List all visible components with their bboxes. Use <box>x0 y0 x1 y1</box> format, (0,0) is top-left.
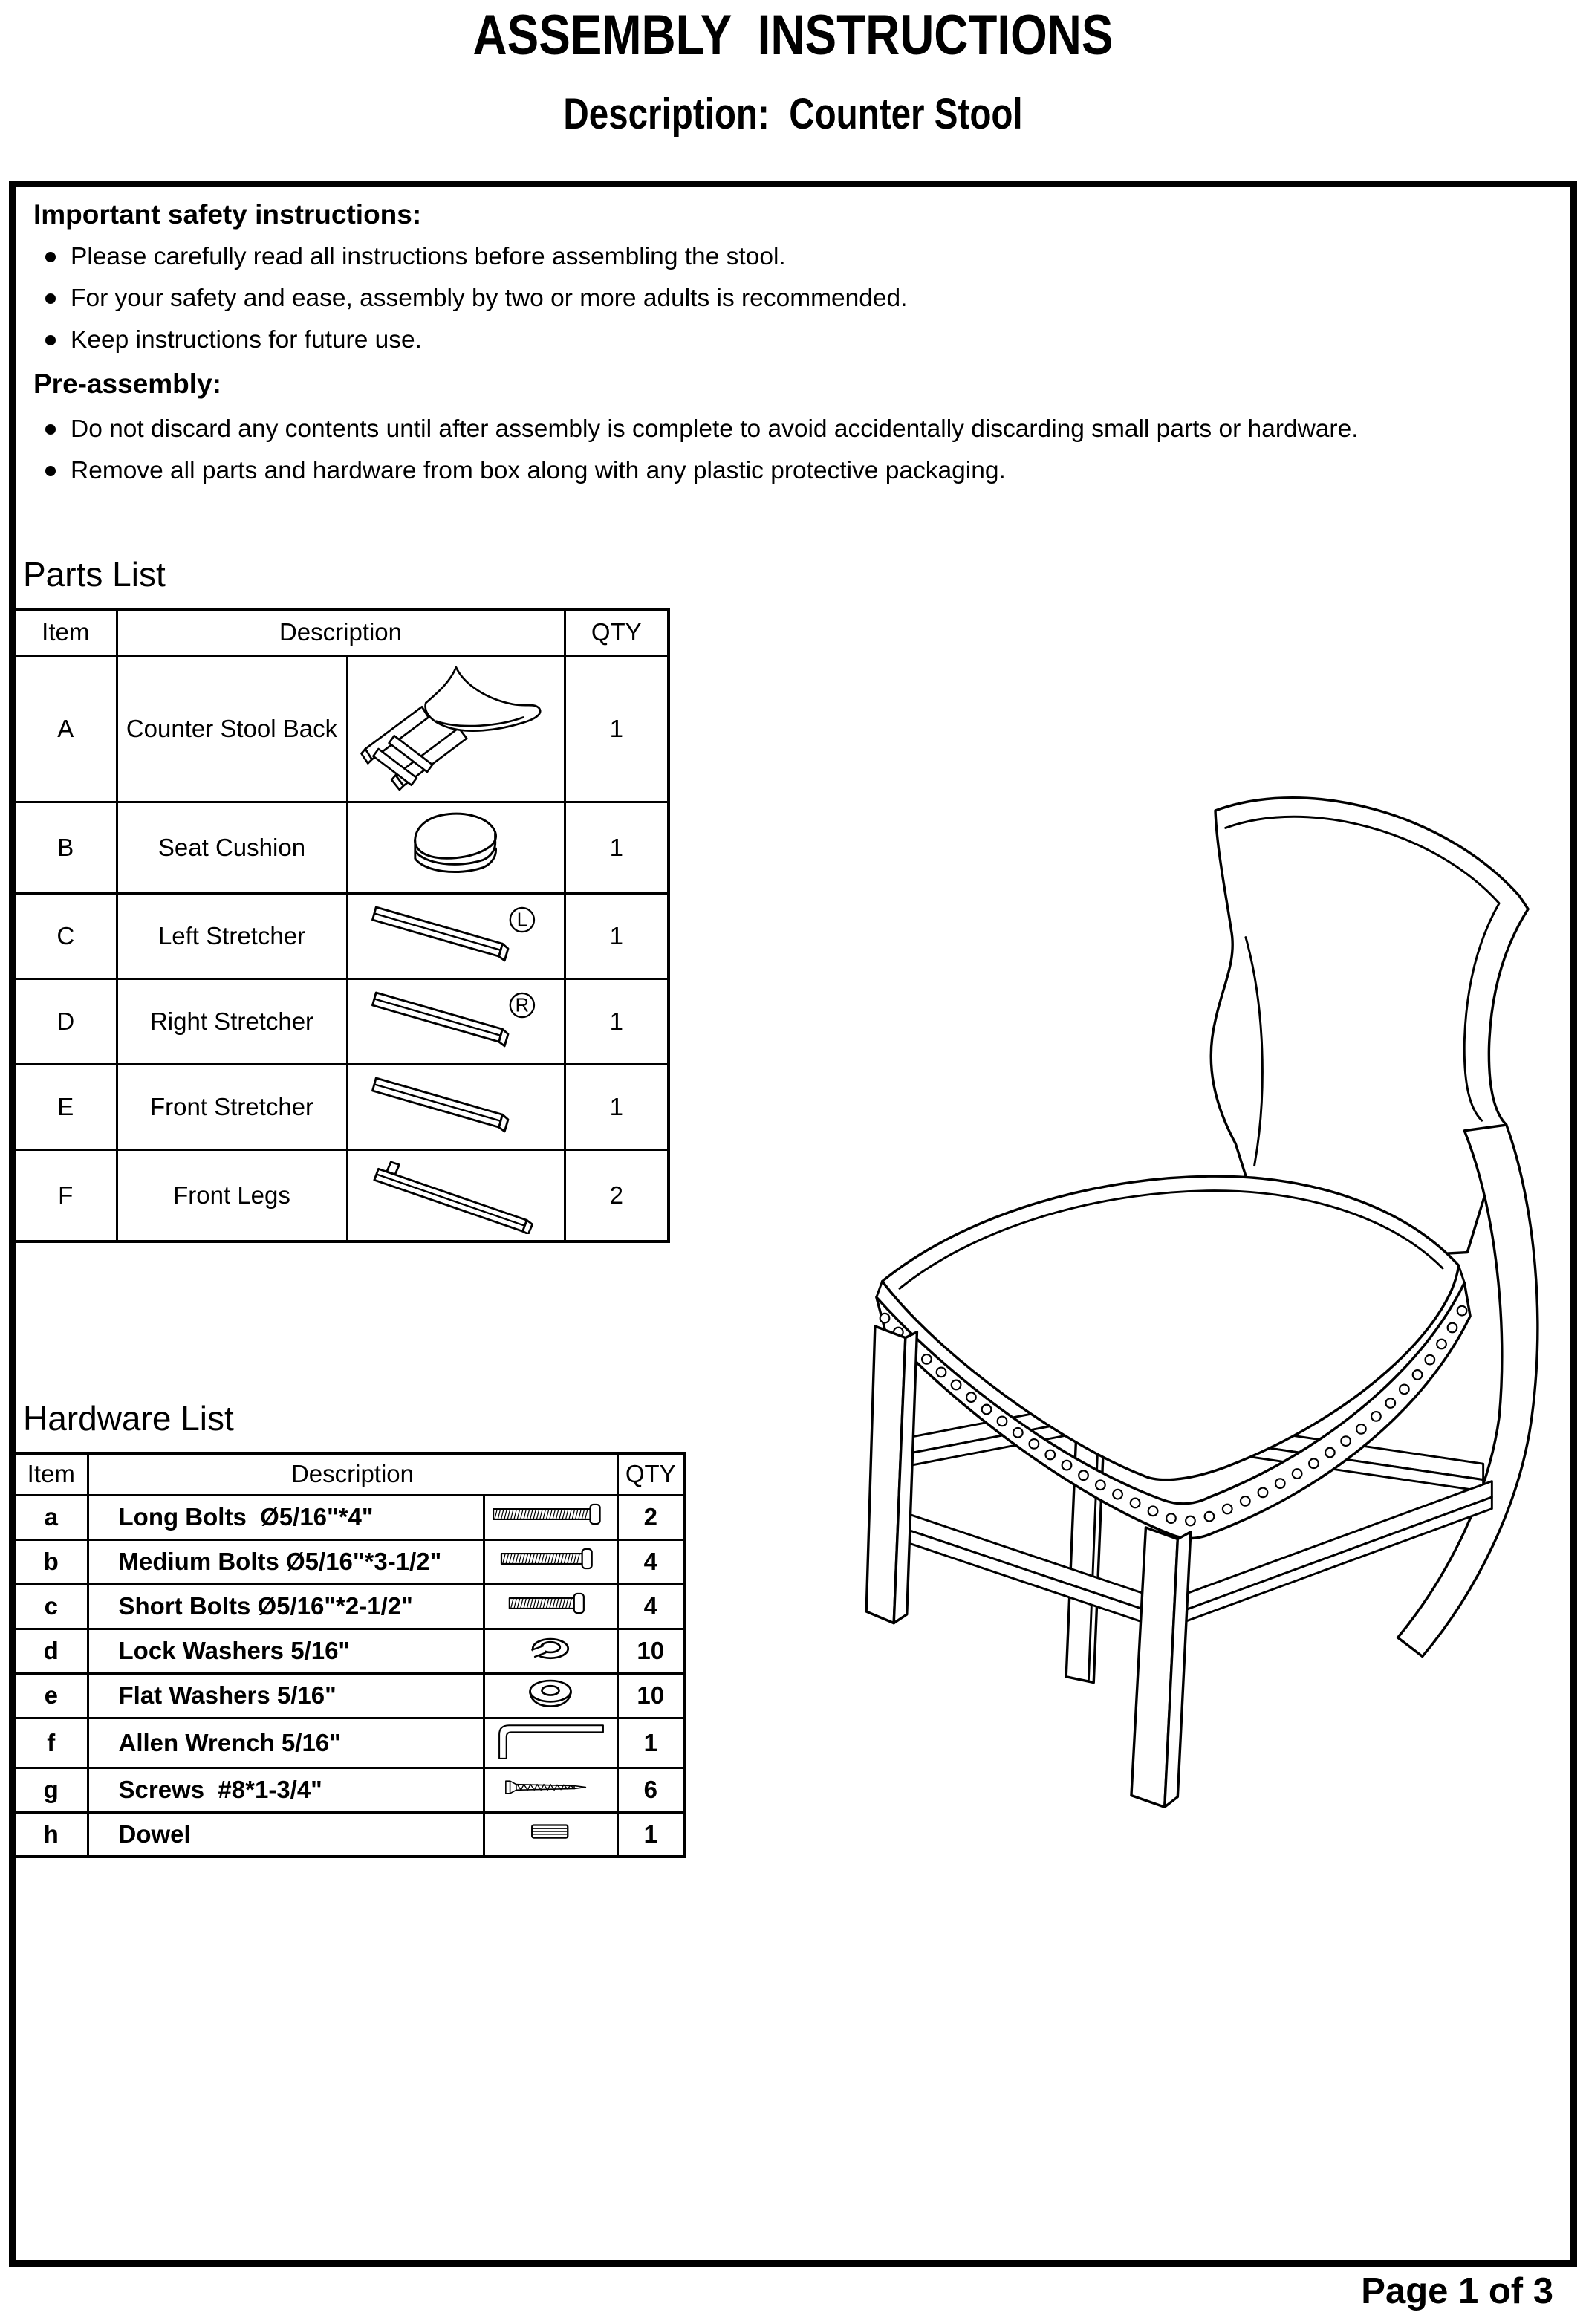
hardware-description: Screws #8*1-3/4" <box>88 1768 484 1812</box>
page-subtitle: Description: Counter Stool <box>563 90 1023 138</box>
part-qty: 1 <box>565 1064 669 1149</box>
hardware-list-title: Hardware List <box>23 1399 234 1438</box>
hardware-description: Long Bolts Ø5/16"*4" <box>88 1495 484 1539</box>
hardware-qty: 6 <box>617 1768 684 1812</box>
nailhead-trim-icon <box>998 1417 1007 1426</box>
content-border-box <box>9 181 1577 2267</box>
hardware-item-label: e <box>14 1673 88 1718</box>
bullet-dot-icon <box>45 335 56 345</box>
part-description: Left Stretcher <box>117 893 347 978</box>
nailhead-trim-icon <box>1457 1306 1467 1316</box>
part-qty: 1 <box>565 655 669 802</box>
part-item-label: E <box>14 1064 117 1149</box>
part-item-label: F <box>14 1149 117 1241</box>
hardware-row-a <box>14 1495 684 1539</box>
hardware-description: Lock Washers 5/16" <box>88 1629 484 1673</box>
part-description: Right Stretcher <box>117 978 347 1064</box>
hardware-row-d <box>14 1629 684 1673</box>
hardware-item-label: g <box>14 1768 88 1812</box>
nailhead-trim-icon <box>1062 1461 1072 1470</box>
hardware-description: Dowel <box>88 1812 484 1857</box>
part-qty: 1 <box>565 978 669 1064</box>
nailhead-trim-icon <box>1258 1488 1268 1498</box>
nailhead-trim-icon <box>1400 1385 1409 1395</box>
nailhead-trim-icon <box>1186 1516 1195 1526</box>
left-stretcher-icon <box>364 895 548 972</box>
nailhead-trim-icon <box>922 1354 932 1364</box>
counter-stool-illustration <box>839 782 1563 1813</box>
bullet-dot-icon <box>45 293 56 304</box>
hardware-icon-cell <box>484 1768 617 1812</box>
bullet-text: Remove all parts and hardware from box along with any plastic protective packaging. <box>71 457 1006 484</box>
part-icon-cell <box>347 1149 565 1241</box>
nailhead-trim-icon <box>1385 1398 1395 1408</box>
nailhead-trim-icon <box>1341 1436 1351 1446</box>
part-qty: 2 <box>565 1149 669 1241</box>
hardware-qty: 10 <box>617 1673 684 1718</box>
hardware-header-item: Item <box>14 1453 88 1495</box>
nailhead-trim-icon <box>1425 1355 1434 1365</box>
hardware-item-label: d <box>14 1629 88 1673</box>
hardware-item-label: b <box>14 1539 88 1584</box>
nailhead-trim-icon <box>952 1380 961 1390</box>
hardware-qty: 1 <box>617 1718 684 1768</box>
nailhead-trim-icon <box>1223 1505 1232 1514</box>
nailhead-trim-icon <box>1356 1424 1366 1434</box>
hardware-description: Flat Washers 5/16" <box>88 1673 484 1718</box>
nailhead-trim-icon <box>966 1392 976 1402</box>
allen-wrench-icon <box>494 1719 607 1761</box>
front-stretcher-icon <box>364 1065 548 1143</box>
nailhead-trim-icon <box>1293 1469 1302 1479</box>
hardware-icon-cell <box>484 1673 617 1718</box>
hardware-header-description: Description <box>88 1453 617 1495</box>
hardware-row-b <box>14 1539 684 1584</box>
dowel-icon <box>527 1820 573 1843</box>
part-qty: 1 <box>565 802 669 893</box>
part-row-F <box>14 1149 669 1241</box>
parts-header-qty: QTY <box>565 609 669 655</box>
hardware-list-table <box>13 1452 686 1858</box>
part-item-label: A <box>14 655 117 802</box>
part-item-label: D <box>14 978 117 1064</box>
bullet-item <box>45 236 1501 278</box>
bolt-short-icon <box>503 1588 599 1618</box>
page-number: Page 1 of 3 <box>1361 2271 1553 2311</box>
part-row-E <box>14 1064 669 1149</box>
parts-header-description: Description <box>117 609 565 655</box>
bullet-text: Keep instructions for future use. <box>71 326 422 354</box>
nailhead-trim-icon <box>1325 1448 1335 1458</box>
nailhead-trim-icon <box>937 1368 946 1377</box>
bullet-text: For your safety and ease, assembly by two or more adults is recommended. <box>71 285 908 312</box>
safety-bullet-list <box>45 236 1501 361</box>
hardware-row-h <box>14 1812 684 1857</box>
bolt-medium-icon <box>494 1544 608 1574</box>
nailhead-trim-icon <box>1113 1490 1122 1499</box>
hardware-icon-cell <box>484 1539 617 1584</box>
nailhead-trim-icon <box>1371 1412 1381 1421</box>
part-icon-cell <box>347 893 565 978</box>
hardware-row-e <box>14 1673 684 1718</box>
part-description: Front Stretcher <box>117 1064 347 1149</box>
nailhead-trim-icon <box>1079 1470 1088 1480</box>
counter-stool-drawing-icon <box>839 782 1563 1813</box>
nailhead-trim-icon <box>1096 1480 1105 1490</box>
hardware-qty: 1 <box>617 1812 684 1857</box>
pre-assembly-bullet-list <box>45 409 1405 492</box>
nailhead-trim-icon <box>982 1405 992 1415</box>
nailhead-trim-icon <box>1013 1428 1023 1438</box>
bullet-item <box>45 278 1501 319</box>
parts-list-table <box>13 608 670 1243</box>
nailhead-trim-icon <box>880 1314 890 1323</box>
part-item-label: B <box>14 802 117 893</box>
part-icon-cell <box>347 1064 565 1149</box>
nailhead-trim-icon <box>1448 1323 1457 1333</box>
hardware-icon-cell <box>484 1718 617 1768</box>
part-qty: 1 <box>565 893 669 978</box>
nailhead-trim-icon <box>1241 1496 1250 1506</box>
bullet-dot-icon <box>45 424 56 435</box>
bullet-dot-icon <box>45 252 56 262</box>
hardware-description: Allen Wrench 5/16" <box>88 1718 484 1768</box>
front-leg-icon <box>363 1151 549 1234</box>
bullet-dot-icon <box>45 466 56 476</box>
bullet-item <box>45 319 1501 361</box>
seat-cushion-icon <box>396 803 516 886</box>
hardware-qty: 4 <box>617 1584 684 1629</box>
part-icon-cell <box>347 978 565 1064</box>
hardware-item-label: a <box>14 1495 88 1539</box>
hardware-row-g <box>14 1768 684 1812</box>
part-row-B <box>14 802 669 893</box>
screw-icon <box>503 1775 598 1799</box>
page-title: ASSEMBLY INSTRUCTIONS <box>472 4 1114 67</box>
hardware-item-label: f <box>14 1718 88 1768</box>
nailhead-trim-icon <box>1205 1512 1215 1522</box>
hardware-icon-cell <box>484 1584 617 1629</box>
nailhead-trim-icon <box>1309 1458 1319 1468</box>
part-description: Counter Stool Back <box>117 655 347 802</box>
safety-heading: Important safety instructions: <box>33 199 422 230</box>
hardware-icon-cell <box>484 1629 617 1673</box>
bullet-text: Do not discard any contents until after assembly is complete to avoid accidentally discarding small parts or hardware. <box>71 415 1359 443</box>
lock-washer-icon <box>527 1632 574 1664</box>
nailhead-trim-icon <box>1148 1506 1158 1516</box>
hardware-qty: 10 <box>617 1629 684 1673</box>
hardware-header-qty: QTY <box>617 1453 684 1495</box>
part-row-A <box>14 655 669 802</box>
hardware-row-f <box>14 1718 684 1768</box>
hardware-qty: 4 <box>617 1539 684 1584</box>
hardware-description: Medium Bolts Ø5/16"*3-1/2" <box>88 1539 484 1584</box>
nailhead-trim-icon <box>1275 1479 1285 1488</box>
part-icon-cell <box>347 655 565 802</box>
bullet-item <box>45 450 1405 492</box>
hardware-icon-cell <box>484 1495 617 1539</box>
hardware-qty: 2 <box>617 1495 684 1539</box>
part-item-label: C <box>14 893 117 978</box>
svg-text:R: R <box>515 995 529 1016</box>
hardware-item-label: c <box>14 1584 88 1629</box>
part-row-D <box>14 978 669 1064</box>
part-row-C <box>14 893 669 978</box>
right-stretcher-icon <box>364 980 548 1057</box>
hardware-item-label: h <box>14 1812 88 1857</box>
hardware-description: Short Bolts Ø5/16"*2-1/2" <box>88 1584 484 1629</box>
parts-list-title: Parts List <box>23 555 166 594</box>
pre-assembly-heading: Pre-assembly: <box>33 369 221 399</box>
nailhead-trim-icon <box>1437 1340 1446 1349</box>
parts-header-item: Item <box>14 609 117 655</box>
nailhead-trim-icon <box>1131 1499 1140 1508</box>
stool-back-icon <box>352 657 560 795</box>
nailhead-trim-icon <box>1030 1439 1039 1449</box>
hardware-icon-cell <box>484 1812 617 1857</box>
part-description: Front Legs <box>117 1149 347 1241</box>
hardware-row-c <box>14 1584 684 1629</box>
nailhead-trim-icon <box>1045 1450 1055 1460</box>
part-icon-cell <box>347 802 565 893</box>
bullet-text: Please carefully read all instructions before assembling the stool. <box>71 243 786 270</box>
bolt-long-icon <box>485 1499 617 1529</box>
flat-washer-icon <box>523 1675 578 1710</box>
bullet-item <box>45 409 1405 450</box>
nailhead-trim-icon <box>1166 1513 1176 1523</box>
nailhead-trim-icon <box>1413 1370 1423 1380</box>
svg-text:L: L <box>516 909 527 931</box>
part-description: Seat Cushion <box>117 802 347 893</box>
